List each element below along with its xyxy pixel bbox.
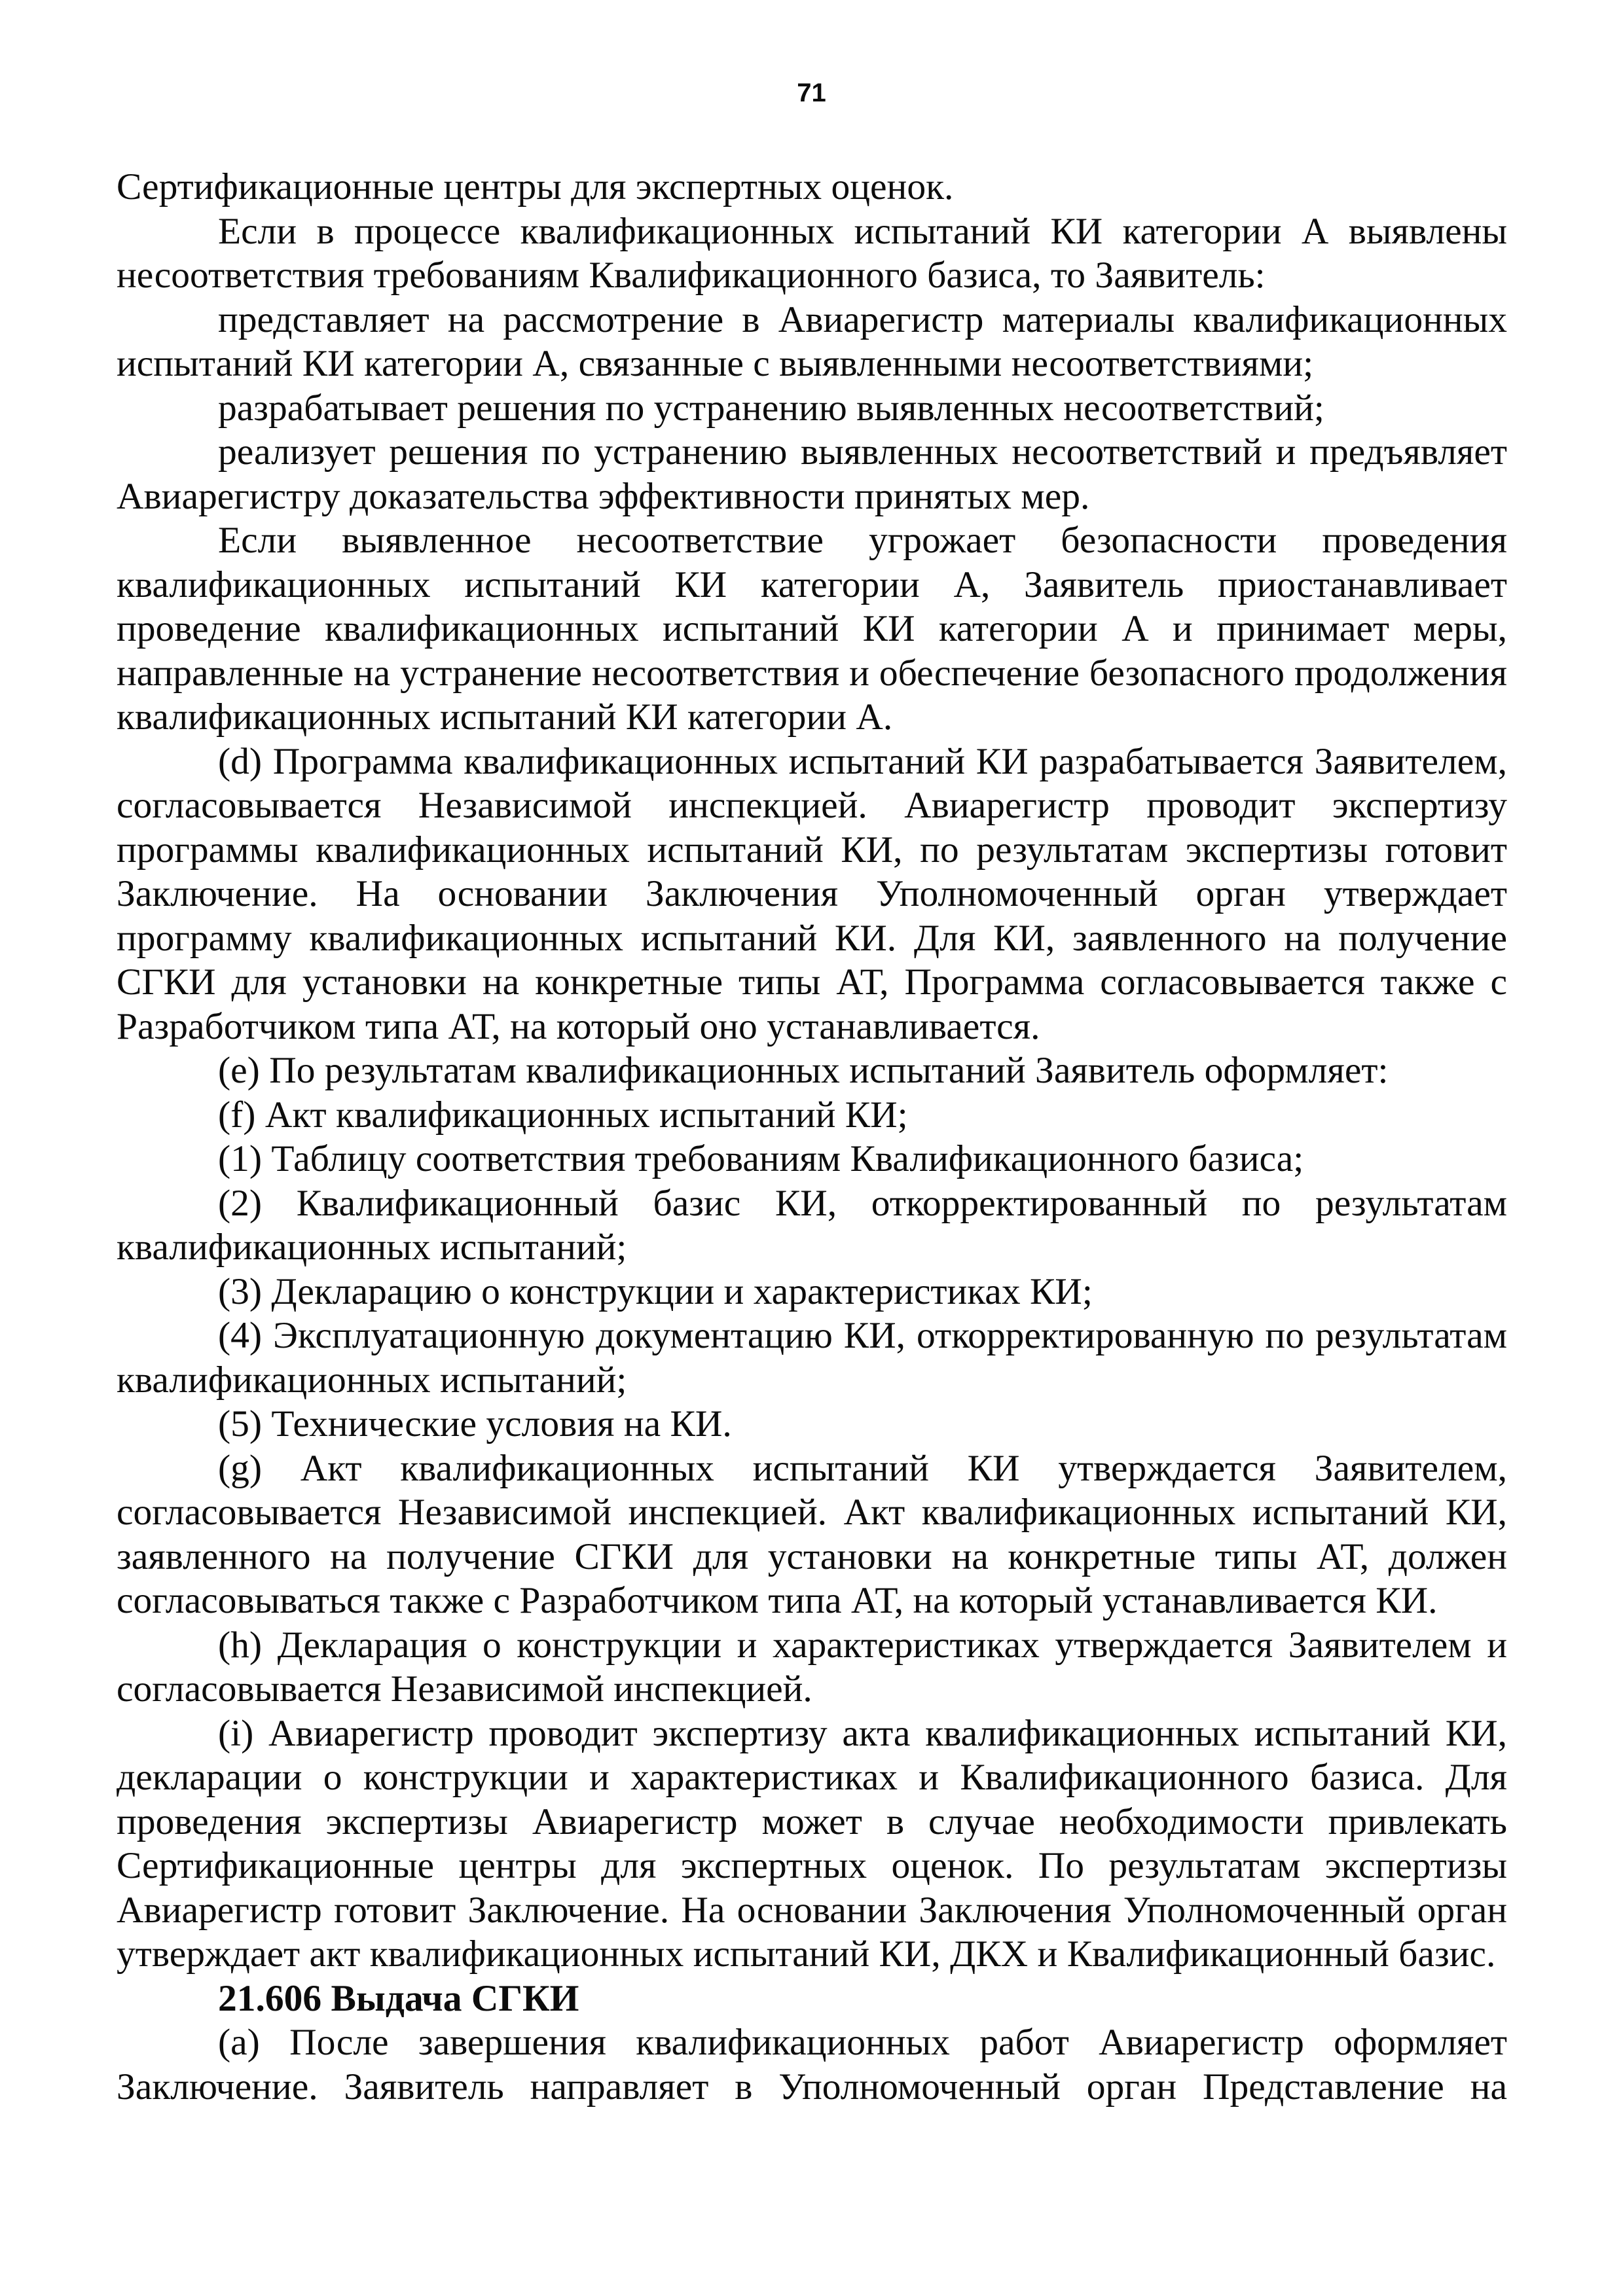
page-number: 71 — [797, 79, 826, 107]
paragraph-nonconformity: Если в процессе квалификационных испытаний КИ категории А выявлены несоответствия требованиям Квалификационного базиса, то Заявитель: — [117, 210, 1507, 296]
paragraph-submits-materials: представляет на рассмотрение в Авиарегистр материалы квалификационных испытаний КИ категории А, связанные с выявленными несоответствиями; — [117, 298, 1507, 384]
paragraph-develops-solutions: разрабатывает решения по устранению выявленных несоответствий; — [218, 387, 1324, 429]
paragraph-continuation: Сертификационные центры для экспертных оценок. — [117, 166, 954, 207]
paragraph-f-act: (f) Акт квалификационных испытаний КИ; — [218, 1094, 908, 1136]
section-heading: 21.606 Выдача СГКИ — [218, 1977, 579, 2019]
paragraph-4-documentation: (4) Эксплуатационную документацию КИ, откорректированную по результатам квалификационных испытаний; — [117, 1315, 1507, 1401]
paragraph-a-issuance: (a) После завершения квалификационных работ Авиарегистр оформляет Заключение. Заявитель направляет в Уполномоченный орган Представление на — [117, 2022, 1507, 2108]
paragraph-g-act-approval: (g) Акт квалификационных испытаний КИ утверждается Заявителем, согласовывается Независимой инспекцией. Акт квалификационных испытаний КИ, заявленного на получение СГКИ для установки на конкретные типы АТ, должен согласовываться также с Разработчиком типа АТ, на который устанавливается КИ. — [117, 1447, 1507, 1621]
paragraph-h-declaration-approval: (h) Декларация о конструкции и характеристиках утверждается Заявителем и согласовывается Независимой инспекцией. — [117, 1624, 1507, 1710]
paragraph-safety-threat: Если выявленное несоответствие угрожает безопасности проведения квалификационных испытаний КИ категории А, Заявитель приостанавливает проведение квалификационных испытаний КИ категории А и принимает меры, направленные на устранение несоответствия и обеспечение безопасного продолжения квалификационных испытаний КИ категории А. — [117, 520, 1507, 738]
paragraph-3-declaration: (3) Декларацию о конструкции и характеристиках КИ; — [218, 1270, 1093, 1312]
paragraph-implements-solutions: реализует решения по устранению выявленных несоответствий и предъявляет Авиарегистру доказательства эффективности принятых мер. — [117, 431, 1507, 517]
paragraph-e-results: (e) По результатам квалификационных испытаний Заявитель оформляет: — [218, 1050, 1389, 1091]
document-body — [117, 165, 1507, 2109]
paragraph-1-compliance-table: (1) Таблицу соответствия требованиям Квалификационного базиса; — [218, 1138, 1304, 1179]
paragraph-d-program: (d) Программа квалификационных испытаний КИ разрабатывается Заявителем, согласовывается Независимой инспекцией. Авиарегистр проводит экспертизу программы квалификационных испытаний КИ, по результатам экспертизы готовит Заключение. На основании Заключения Уполномоченный орган утверждает программу квалификационных испытаний КИ. Для КИ, заявленного на получение СГКИ для установки на конкретные типы АТ, Программа согласовывается также с Разработчиком типа АТ, на который оно устанавливается. — [117, 740, 1507, 1047]
paragraph-i-expertise: (i) Авиарегистр проводит экспертизу акта квалификационных испытаний КИ, декларации о конструкции и характеристиках и Квалификационного базиса. Для проведения экспертизы Авиарегистр может в случае необходимости привлекать Сертификационные центры для экспертных оценок. По результатам экспертизы Авиарегистр готовит Заключение. На основании Заключения Уполномоченный орган утверждает акт квалификационных испытаний КИ, ДКХ и Квалификационный базис. — [117, 1712, 1507, 1975]
paragraph-2-basis: (2) Квалификационный базис КИ, откорректированный по результатам квалификационных испытаний; — [117, 1182, 1507, 1268]
paragraph-5-specifications: (5) Технические условия на КИ. — [218, 1403, 732, 1444]
